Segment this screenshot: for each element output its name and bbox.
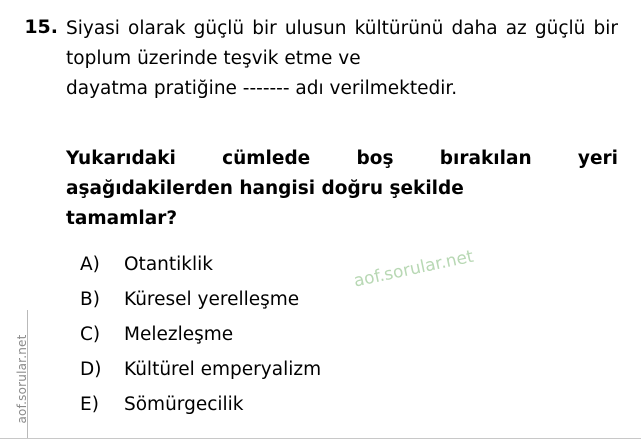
option-a-letter: A)	[80, 254, 100, 275]
question-prompt	[66, 144, 618, 234]
question-line-2: güçlü bir toplum üzerinde teşvik etme ve	[66, 18, 618, 69]
option-e[interactable]	[80, 394, 620, 429]
option-a-text: Otantiklik	[124, 254, 213, 275]
prompt-line-1: Yukarıdaki cümlede boş bırakılan yeri	[66, 148, 618, 169]
option-b-letter: B)	[80, 289, 100, 310]
option-d[interactable]	[80, 359, 620, 394]
option-c-text: Melezleşme	[124, 324, 234, 345]
option-b-text: Küresel yerelleşme	[124, 289, 300, 310]
diagonal-watermark: aof.sorular.net	[352, 246, 476, 292]
option-a[interactable]	[80, 254, 620, 289]
question-text	[66, 14, 618, 104]
option-e-letter: E)	[80, 394, 99, 415]
vertical-watermark: aof.sorular.net	[15, 334, 29, 424]
options-list	[80, 254, 620, 429]
option-c-letter: C)	[80, 324, 101, 345]
option-d-text: Kültürel emperyalizm	[124, 359, 322, 380]
prompt-line-2: aşağıdakilerden hangisi doğru şekilde	[66, 178, 464, 199]
option-e-text: Sömürgecilik	[124, 394, 244, 415]
question-line-3: dayatma pratiğine ------- adı verilmektedir.	[66, 78, 458, 99]
question-line-1: Siyasi olarak güçlü bir ulusun kültürünü daha az	[66, 18, 527, 39]
option-d-letter: D)	[80, 359, 102, 380]
option-b[interactable]	[80, 289, 620, 324]
prompt-line-3: tamamlar?	[66, 208, 178, 229]
question-number: 15.	[24, 16, 58, 38]
left-margin-strip	[0, 0, 36, 439]
option-c[interactable]	[80, 324, 620, 359]
